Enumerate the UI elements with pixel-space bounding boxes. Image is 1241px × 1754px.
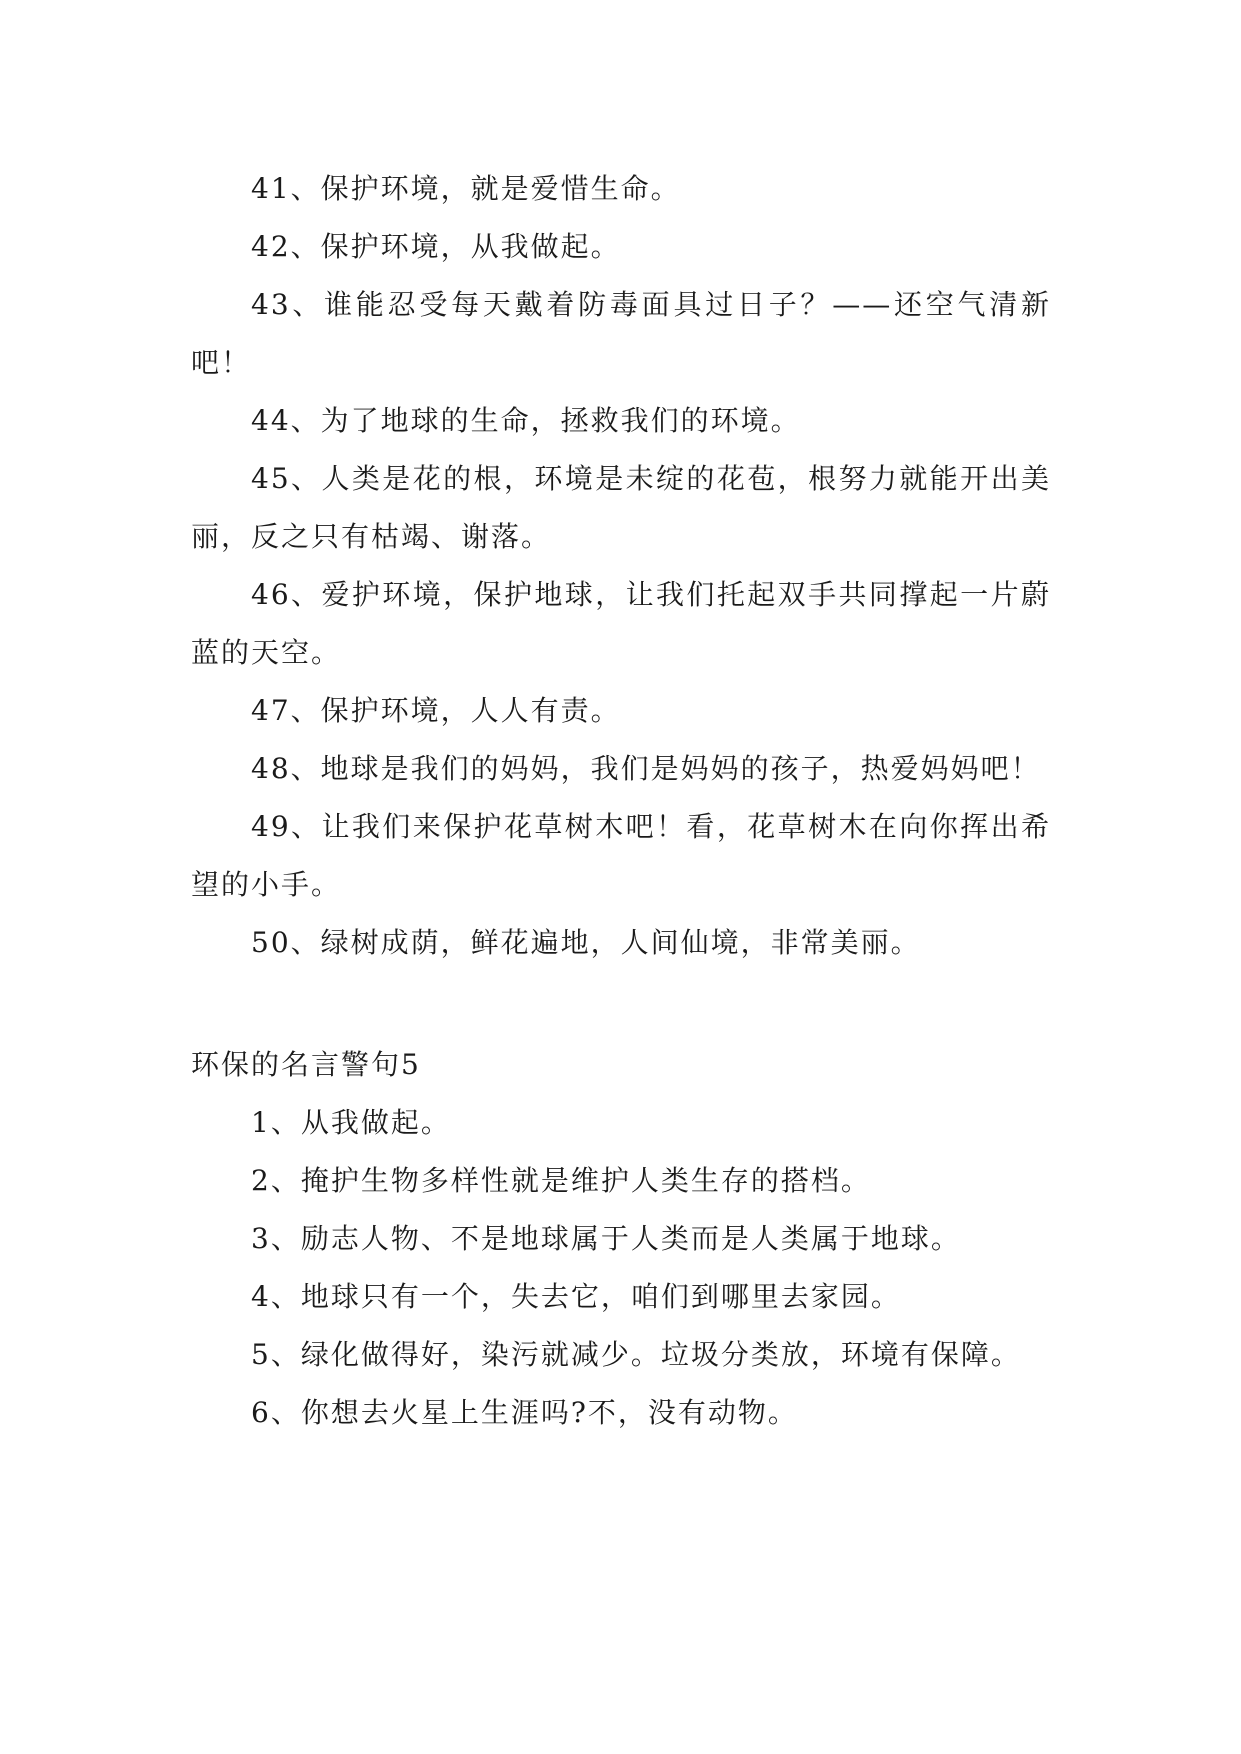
list-item: 48、地球是我们的妈妈，我们是妈妈的孩子，热爱妈妈吧！ bbox=[251, 752, 1041, 785]
list-item: 41、保护环境，就是爱惜生命。 bbox=[251, 172, 681, 205]
section-heading: 环保的名言警句5 bbox=[191, 1048, 421, 1081]
list-item: 44、为了地球的生命，拯救我们的环境。 bbox=[251, 404, 801, 437]
list-item: 43、谁能忍受每天戴着防毒面具过日子？——还空气清新吧！ bbox=[191, 288, 1051, 379]
quote-list-41-50 bbox=[191, 160, 1051, 972]
quote-list-1-6 bbox=[191, 1094, 1051, 1442]
list-item: 50、绿树成荫，鲜花遍地，人间仙境，非常美丽。 bbox=[251, 926, 921, 959]
list-item: 3、励志人物、不是地球属于人类而是人类属于地球。 bbox=[251, 1222, 961, 1255]
list-item: 4、地球只有一个，失去它，咱们到哪里去家园。 bbox=[251, 1280, 901, 1313]
document-body bbox=[191, 160, 1051, 1442]
list-item: 42、保护环境，从我做起。 bbox=[251, 230, 621, 263]
list-item: 47、保护环境，人人有责。 bbox=[251, 694, 621, 727]
list-item: 45、人类是花的根，环境是未绽的花苞，根努力就能开出美丽，反之只有枯竭、谢落。 bbox=[191, 462, 1051, 553]
list-item: 1、从我做起。 bbox=[251, 1106, 451, 1139]
list-item: 5、绿化做得好，染污就减少。垃圾分类放，环境有保障。 bbox=[251, 1338, 1021, 1371]
list-item: 2、掩护生物多样性就是维护人类生存的搭档。 bbox=[251, 1164, 871, 1197]
list-item: 49、让我们来保护花草树木吧！看，花草树木在向你挥出希望的小手。 bbox=[191, 810, 1051, 901]
list-item: 46、爱护环境，保护地球，让我们托起双手共同撑起一片蔚蓝的天空。 bbox=[191, 578, 1051, 669]
list-item: 6、你想去火星上生涯吗?不，没有动物。 bbox=[251, 1396, 798, 1429]
